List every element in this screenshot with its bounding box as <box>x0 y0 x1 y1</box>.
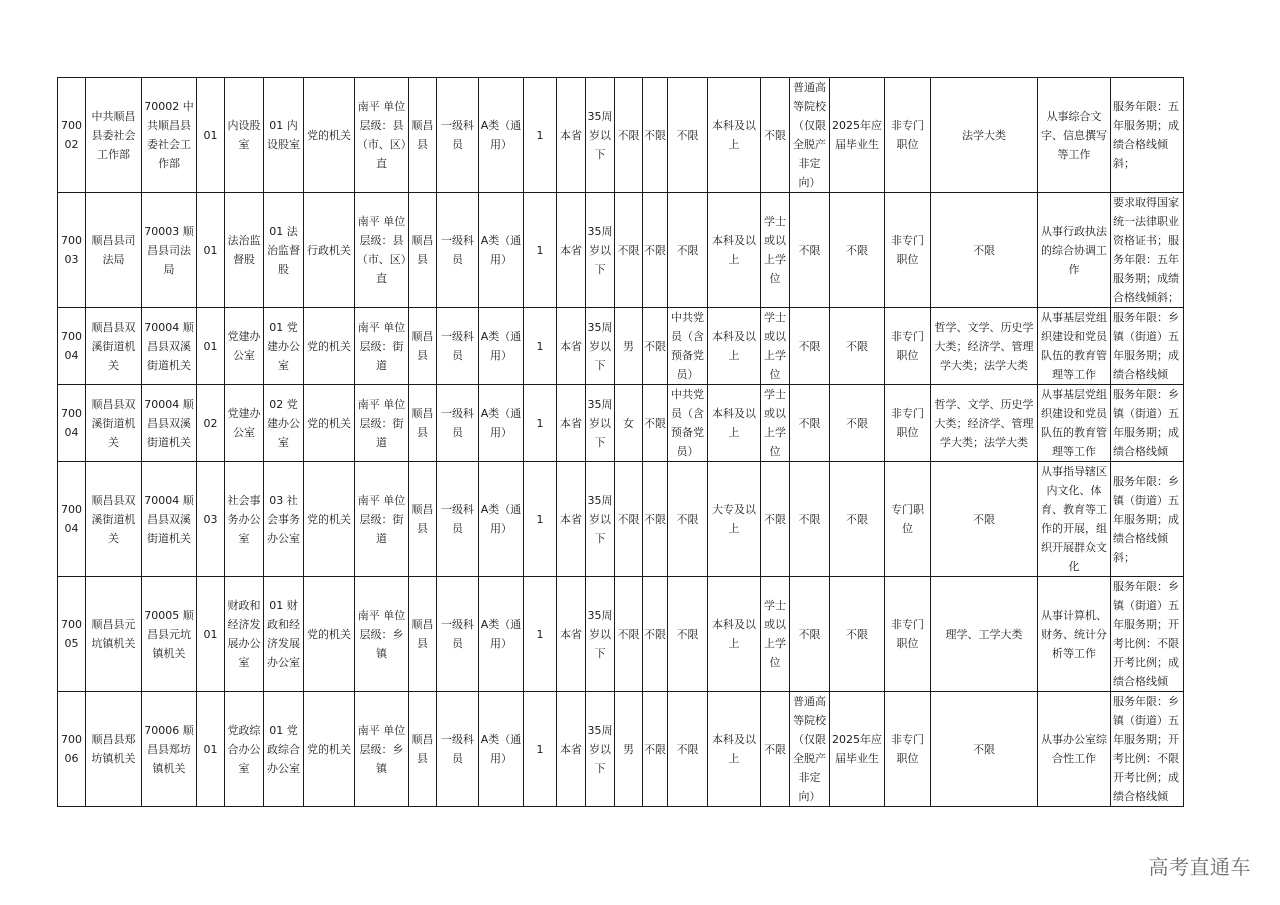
table-row <box>58 692 1184 807</box>
cell-major: 不限 <box>931 193 1038 308</box>
cell-duty: 从事办公室综合性工作 <box>1038 692 1111 807</box>
cell-ethnicity: 不限 <box>643 692 668 807</box>
cell-unit-code: 70004 顺昌县双溪街道机关 <box>142 462 197 577</box>
cell-dept: 党建办公室 <box>225 308 264 385</box>
cell-exam: A类（通用） <box>479 462 524 577</box>
table-row <box>58 78 1184 193</box>
cell-code: 70004 <box>58 308 86 385</box>
cell-major: 哲学、文学、历史学大类；经济学、管理学大类；法学大类 <box>931 308 1038 385</box>
cell-notes: 服务年限：乡镇（街道）五年服务期；开考比例：不限开考比例；成绩合格线倾 <box>1111 692 1184 807</box>
cell-job-level: 一级科员 <box>437 193 479 308</box>
cell-unit: 中共顺昌县委社会工作部 <box>86 78 142 193</box>
cell-position: 01 党政综合办公室 <box>264 692 304 807</box>
cell-district: 顺昌县 <box>409 692 437 807</box>
cell-major: 法学大类 <box>931 78 1038 193</box>
cell-education: 本科及以上 <box>708 78 761 193</box>
cell-exam: A类（通用） <box>479 78 524 193</box>
cell-post-type: 非专门职位 <box>885 193 931 308</box>
cell-level: 南平 单位层级：街道 <box>355 308 409 385</box>
cell-gender: 女 <box>615 385 643 462</box>
cell-gender: 不限 <box>615 78 643 193</box>
cell-position: 03 社会事务办公室 <box>264 462 304 577</box>
cell-exam: A类（通用） <box>479 308 524 385</box>
cell-graduate: 2025年应届毕业生 <box>830 78 885 193</box>
cell-dept-code: 01 <box>197 577 225 692</box>
cell-unit-code: 70002 中共顺昌县委社会工作部 <box>142 78 197 193</box>
cell-school: 不限 <box>790 462 830 577</box>
cell-graduate: 不限 <box>830 462 885 577</box>
cell-age: 35周岁以下 <box>586 385 615 462</box>
cell-category: 党的机关 <box>304 385 355 462</box>
cell-age: 35周岁以下 <box>586 193 615 308</box>
cell-level: 南平 单位层级：街道 <box>355 385 409 462</box>
cell-major: 不限 <box>931 462 1038 577</box>
cell-job-level: 一级科员 <box>437 385 479 462</box>
cell-post-type: 非专门职位 <box>885 308 931 385</box>
cell-count: 1 <box>524 193 557 308</box>
table-row <box>58 577 1184 692</box>
cell-code: 70002 <box>58 78 86 193</box>
cell-gender: 男 <box>615 692 643 807</box>
cell-post-type: 非专门职位 <box>885 385 931 462</box>
cell-school: 不限 <box>790 577 830 692</box>
cell-unit-code: 70006 顺昌县郑坊镇机关 <box>142 692 197 807</box>
cell-unit-code: 70003 顺昌县司法局 <box>142 193 197 308</box>
cell-position: 01 法治监督股 <box>264 193 304 308</box>
cell-notes: 服务年限：乡镇（街道）五年服务期；成绩合格线倾 <box>1111 385 1184 462</box>
cell-district: 顺昌县 <box>409 193 437 308</box>
cell-post-type: 非专门职位 <box>885 692 931 807</box>
cell-age: 35周岁以下 <box>586 692 615 807</box>
cell-graduate: 2025年应届毕业生 <box>830 692 885 807</box>
cell-ethnicity: 不限 <box>643 193 668 308</box>
table-row <box>58 193 1184 308</box>
table-row <box>58 385 1184 462</box>
cell-degree: 学士或以上学位 <box>761 577 790 692</box>
watermark: 高考直通车 <box>1148 855 1251 879</box>
cell-level: 南平 单位层级：街道 <box>355 462 409 577</box>
cell-gender: 不限 <box>615 462 643 577</box>
cell-education: 本科及以上 <box>708 577 761 692</box>
cell-major: 理学、工学大类 <box>931 577 1038 692</box>
cell-code: 70003 <box>58 193 86 308</box>
cell-dept: 社会事务办公室 <box>225 462 264 577</box>
cell-education: 大专及以上 <box>708 462 761 577</box>
cell-position: 01 财政和经济发展办公室 <box>264 577 304 692</box>
cell-category: 党的机关 <box>304 577 355 692</box>
cell-duty: 从事基层党组织建设和党员队伍的教育管理等工作 <box>1038 385 1111 462</box>
cell-origin: 本省 <box>557 385 586 462</box>
cell-politics: 不限 <box>668 577 708 692</box>
cell-dept-code: 03 <box>197 462 225 577</box>
cell-age: 35周岁以下 <box>586 577 615 692</box>
cell-duty: 从事基层党组织建设和党员队伍的教育管理等工作 <box>1038 308 1111 385</box>
cell-degree: 不限 <box>761 462 790 577</box>
cell-category: 党的机关 <box>304 308 355 385</box>
cell-degree: 学士或以上学位 <box>761 193 790 308</box>
cell-ethnicity: 不限 <box>643 385 668 462</box>
cell-dept-code: 02 <box>197 385 225 462</box>
table-row <box>58 308 1184 385</box>
cell-politics: 中共党员（含预备党员） <box>668 385 708 462</box>
cell-level: 南平 单位层级：县（市、区）直 <box>355 193 409 308</box>
cell-dept-code: 01 <box>197 193 225 308</box>
cell-unit: 顺昌县双溪街道机关 <box>86 308 142 385</box>
cell-code: 70006 <box>58 692 86 807</box>
cell-politics: 不限 <box>668 193 708 308</box>
cell-unit: 顺昌县双溪街道机关 <box>86 462 142 577</box>
cell-category: 行政机关 <box>304 193 355 308</box>
cell-district: 顺昌县 <box>409 78 437 193</box>
cell-dept: 内设股室 <box>225 78 264 193</box>
cell-school: 不限 <box>790 385 830 462</box>
cell-degree: 不限 <box>761 692 790 807</box>
cell-code: 70005 <box>58 577 86 692</box>
cell-school: 普通高等院校（仅限全脱产非定向） <box>790 78 830 193</box>
cell-position: 01 党建办公室 <box>264 308 304 385</box>
cell-origin: 本省 <box>557 308 586 385</box>
cell-dept: 法治监督股 <box>225 193 264 308</box>
cell-dept: 财政和经济发展办公室 <box>225 577 264 692</box>
cell-job-level: 一级科员 <box>437 462 479 577</box>
cell-age: 35周岁以下 <box>586 462 615 577</box>
cell-origin: 本省 <box>557 78 586 193</box>
cell-district: 顺昌县 <box>409 385 437 462</box>
cell-job-level: 一级科员 <box>437 308 479 385</box>
cell-ethnicity: 不限 <box>643 577 668 692</box>
cell-origin: 本省 <box>557 193 586 308</box>
cell-level: 南平 单位层级：乡镇 <box>355 577 409 692</box>
cell-ethnicity: 不限 <box>643 462 668 577</box>
cell-duty: 从事指导辖区内文化、体育、教育等工作的开展，组织开展群众文化 <box>1038 462 1111 577</box>
cell-post-type: 非专门职位 <box>885 577 931 692</box>
cell-count: 1 <box>524 308 557 385</box>
cell-level: 南平 单位层级：县（市、区）直 <box>355 78 409 193</box>
cell-unit: 顺昌县郑坊镇机关 <box>86 692 142 807</box>
cell-graduate: 不限 <box>830 385 885 462</box>
cell-education: 本科及以上 <box>708 385 761 462</box>
cell-origin: 本省 <box>557 462 586 577</box>
cell-post-type: 非专门职位 <box>885 78 931 193</box>
cell-unit-code: 70004 顺昌县双溪街道机关 <box>142 308 197 385</box>
cell-dept: 党建办公室 <box>225 385 264 462</box>
cell-district: 顺昌县 <box>409 308 437 385</box>
cell-notes: 要求取得国家统一法律职业资格证书；服务年限：五年服务期；成绩合格线倾斜； <box>1111 193 1184 308</box>
cell-code: 70004 <box>58 462 86 577</box>
cell-code: 70004 <box>58 385 86 462</box>
cell-dept-code: 01 <box>197 308 225 385</box>
cell-count: 1 <box>524 692 557 807</box>
cell-district: 顺昌县 <box>409 462 437 577</box>
cell-school: 不限 <box>790 308 830 385</box>
cell-ethnicity: 不限 <box>643 78 668 193</box>
cell-category: 党的机关 <box>304 462 355 577</box>
cell-position: 01 内设股室 <box>264 78 304 193</box>
cell-unit-code: 70004 顺昌县双溪街道机关 <box>142 385 197 462</box>
cell-exam: A类（通用） <box>479 385 524 462</box>
cell-school: 不限 <box>790 193 830 308</box>
cell-politics: 不限 <box>668 462 708 577</box>
cell-unit: 顺昌县司法局 <box>86 193 142 308</box>
cell-gender: 男 <box>615 308 643 385</box>
cell-exam: A类（通用） <box>479 692 524 807</box>
cell-dept: 党政综合办公室 <box>225 692 264 807</box>
cell-education: 本科及以上 <box>708 308 761 385</box>
table-row <box>58 462 1184 577</box>
cell-politics: 不限 <box>668 692 708 807</box>
cell-category: 党的机关 <box>304 78 355 193</box>
cell-notes: 服务年限：乡镇（街道）五年服务期；成绩合格线倾 <box>1111 308 1184 385</box>
cell-degree: 不限 <box>761 78 790 193</box>
cell-unit: 顺昌县双溪街道机关 <box>86 385 142 462</box>
cell-origin: 本省 <box>557 577 586 692</box>
cell-count: 1 <box>524 78 557 193</box>
cell-exam: A类（通用） <box>479 193 524 308</box>
recruitment-table <box>57 77 1184 807</box>
cell-graduate: 不限 <box>830 193 885 308</box>
cell-duty: 从事行政执法的综合协调工作 <box>1038 193 1111 308</box>
cell-category: 党的机关 <box>304 692 355 807</box>
cell-district: 顺昌县 <box>409 577 437 692</box>
table-body <box>58 78 1184 807</box>
cell-exam: A类（通用） <box>479 577 524 692</box>
cell-duty: 从事计算机、财务、统计分析等工作 <box>1038 577 1111 692</box>
cell-post-type: 专门职位 <box>885 462 931 577</box>
cell-age: 35周岁以下 <box>586 78 615 193</box>
cell-degree: 学士或以上学位 <box>761 385 790 462</box>
cell-degree: 学士或以上学位 <box>761 308 790 385</box>
cell-job-level: 一级科员 <box>437 78 479 193</box>
cell-graduate: 不限 <box>830 308 885 385</box>
cell-graduate: 不限 <box>830 577 885 692</box>
cell-dept-code: 01 <box>197 692 225 807</box>
cell-job-level: 一级科员 <box>437 692 479 807</box>
cell-unit: 顺昌县元坑镇机关 <box>86 577 142 692</box>
cell-dept-code: 01 <box>197 78 225 193</box>
cell-unit-code: 70005 顺昌县元坑镇机关 <box>142 577 197 692</box>
cell-level: 南平 单位层级：乡镇 <box>355 692 409 807</box>
cell-education: 本科及以上 <box>708 692 761 807</box>
cell-education: 本科及以上 <box>708 193 761 308</box>
cell-duty: 从事综合文字、信息撰写等工作 <box>1038 78 1111 193</box>
cell-major: 哲学、文学、历史学大类；经济学、管理学大类；法学大类 <box>931 385 1038 462</box>
cell-politics: 中共党员（含预备党员） <box>668 308 708 385</box>
cell-origin: 本省 <box>557 692 586 807</box>
cell-count: 1 <box>524 462 557 577</box>
cell-notes: 服务年限：乡镇（街道）五年服务期；成绩合格线倾斜； <box>1111 462 1184 577</box>
cell-politics: 不限 <box>668 78 708 193</box>
cell-gender: 不限 <box>615 577 643 692</box>
cell-age: 35周岁以下 <box>586 308 615 385</box>
cell-count: 1 <box>524 577 557 692</box>
cell-school: 普通高等院校（仅限全脱产非定向） <box>790 692 830 807</box>
cell-gender: 不限 <box>615 193 643 308</box>
cell-notes: 服务年限：五年服务期；成绩合格线倾斜； <box>1111 78 1184 193</box>
cell-count: 1 <box>524 385 557 462</box>
cell-ethnicity: 不限 <box>643 308 668 385</box>
cell-notes: 服务年限：乡镇（街道）五年服务期；开考比例：不限开考比例；成绩合格线倾 <box>1111 577 1184 692</box>
cell-position: 02 党建办公室 <box>264 385 304 462</box>
cell-job-level: 一级科员 <box>437 577 479 692</box>
cell-major: 不限 <box>931 692 1038 807</box>
